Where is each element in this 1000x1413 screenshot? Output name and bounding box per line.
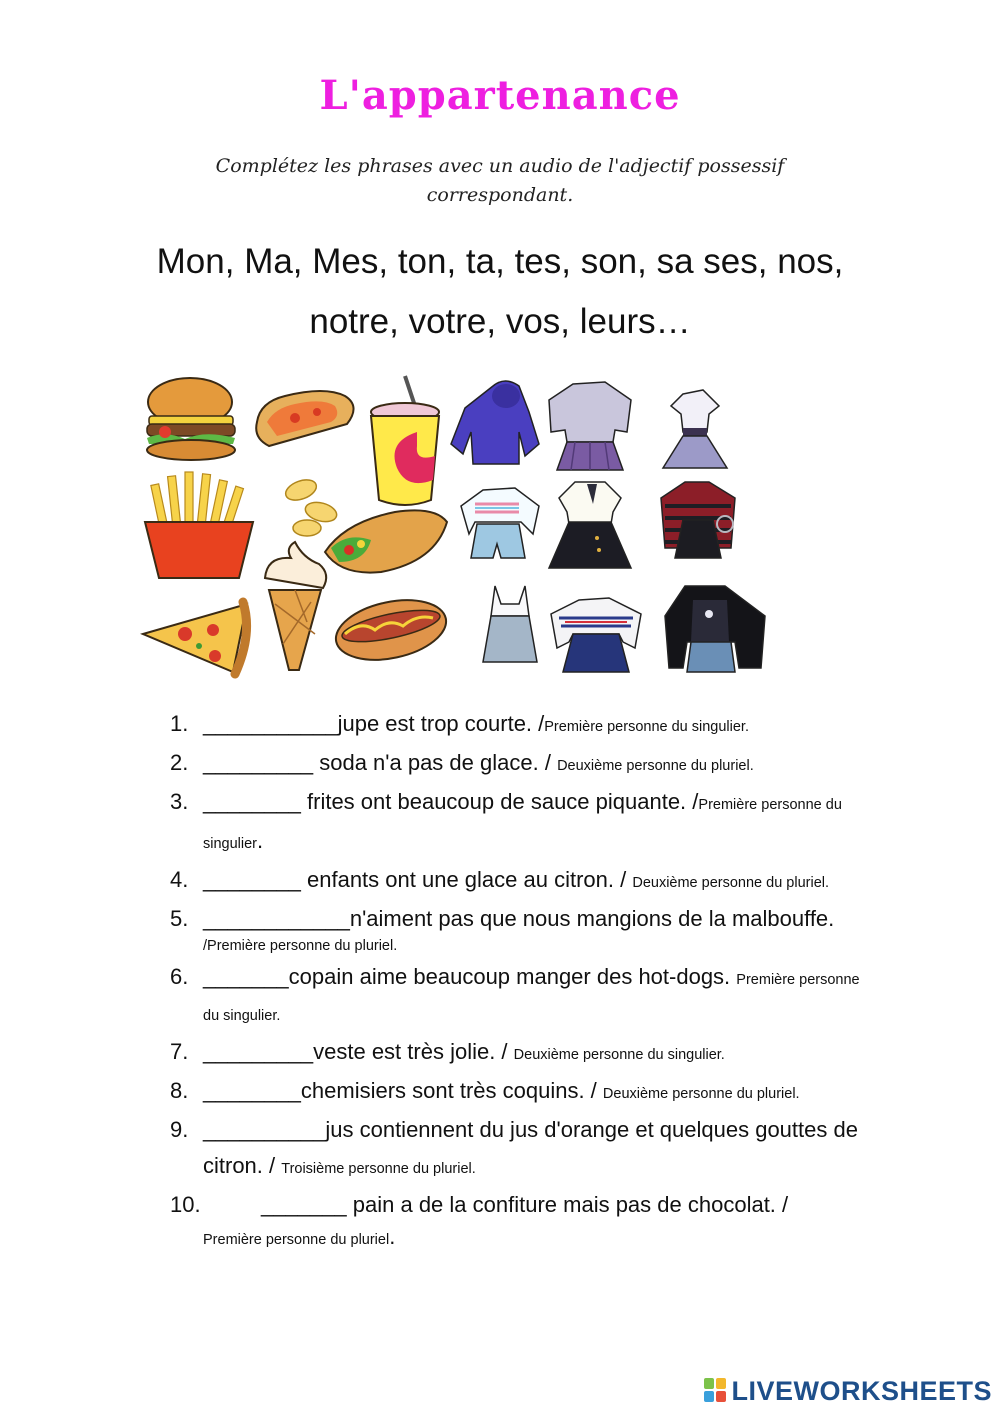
exercise-item: [170, 959, 870, 1034]
exercise-item: [170, 1112, 870, 1187]
sentence-text: enfants ont une glace au citron. /: [300, 867, 633, 892]
striped-sweater-skirt-image: [551, 598, 641, 672]
answer-blank[interactable]: __________: [203, 1117, 326, 1142]
striped-top-skirt-image: [661, 482, 735, 558]
burrito-image: [325, 510, 447, 572]
item-number: 1.: [170, 711, 189, 736]
hint-period: .: [257, 828, 264, 853]
exercise-item: [170, 1034, 870, 1073]
sweater-skirt-image: [549, 382, 631, 470]
sentence-text: pain a de la confiture mais pas de chocolat. /: [346, 1192, 789, 1217]
tank-top-skirt-image: [483, 586, 537, 662]
exercise-item: [170, 901, 870, 959]
ice-cream-image: [265, 542, 326, 670]
logo-mark-square: [716, 1378, 726, 1389]
item-number: 8.: [170, 1078, 189, 1103]
item-number: 4.: [170, 867, 189, 892]
sentence-text: n'aiment pas que nous mangions de la malbouffe.: [349, 906, 835, 931]
hoodie-image: [451, 381, 539, 464]
answer-blank[interactable]: _________: [203, 1039, 314, 1064]
hot-dog-image: [330, 591, 451, 669]
hint-text: /Première personne du pluriel.: [203, 938, 398, 954]
liveworksheets-logo: [704, 1373, 992, 1409]
sentence-text: copain aime beaucoup manger des hot-dogs.: [288, 964, 737, 989]
answer-blank[interactable]: ___________: [203, 711, 338, 736]
worksheet-title: L'appartenance: [319, 72, 681, 119]
jacket-shorts-image: [665, 586, 765, 672]
soda-image: [371, 376, 439, 505]
exercise-item: [170, 706, 870, 745]
pizza-image: [143, 602, 247, 674]
answer-blank[interactable]: ________: [203, 1078, 301, 1103]
hint-text: Deuxième personne du pluriel.: [557, 758, 754, 774]
shirt-skirt-image: [549, 482, 631, 568]
item-number: 3.: [170, 789, 189, 814]
word-bank: Mon, Ma, Mes, ton, ta, tes, son, sa ses, nos, notre, votre, vos, leurs…: [156, 242, 844, 341]
sentence-text: chemisiers sont très coquins. /: [300, 1078, 603, 1103]
answer-blank[interactable]: ________: [203, 789, 301, 814]
crop-top-shorts-image: [461, 488, 539, 558]
exercise-list: [170, 706, 870, 1258]
item-number: 6.: [170, 964, 189, 989]
hint-text: Troisième personne du pluriel.: [281, 1161, 476, 1177]
fries-image: [145, 472, 253, 578]
logo-mark-square: [704, 1391, 714, 1402]
exercise-item: [170, 745, 870, 784]
dress-image: [663, 390, 727, 468]
logo-mark-icon: [704, 1378, 728, 1404]
sentence-text: veste est très jolie. /: [313, 1039, 514, 1064]
hint-text: Première personne du singulier.: [544, 719, 749, 735]
exercise-item: [170, 1187, 870, 1258]
exercise-item: [170, 784, 870, 862]
item-number: 5.: [170, 906, 189, 931]
hint-text: Première personne du singulier: [203, 797, 842, 852]
logo-text: LIVEWORKSHEETS: [731, 1375, 992, 1406]
toast-image: [256, 391, 353, 446]
answer-blank[interactable]: _______: [261, 1192, 347, 1217]
exercise-item: [170, 862, 870, 901]
answer-blank[interactable]: ________: [203, 867, 301, 892]
sentence-text: jupe est trop courte. /: [337, 711, 545, 736]
sentence-text: jus contiennent du jus d'orange et quelques gouttes de citron. /: [203, 1117, 858, 1178]
instruction-text: Complétez les phrases avec un audio de l'adjectif possessif correspondant.: [215, 155, 785, 206]
hint-text: Deuxième personne du pluriel.: [632, 875, 830, 891]
item-number: 9.: [170, 1117, 189, 1142]
sentence-text: soda n'a pas de glace. /: [313, 750, 558, 775]
answer-blank[interactable]: ____________: [203, 906, 350, 931]
hint-text: Première personne du singulier.: [203, 972, 860, 1024]
item-number: 7.: [170, 1039, 189, 1064]
logo-mark-square: [716, 1391, 726, 1402]
burger-image: [147, 378, 235, 460]
item-number: 2.: [170, 750, 189, 775]
hint-text: Deuxième personne du pluriel.: [602, 1086, 800, 1102]
hint-text: Première personne du pluriel: [203, 1232, 390, 1248]
hint-period: .: [389, 1224, 396, 1249]
item-number: 10.: [170, 1192, 201, 1217]
exercise-item: [170, 1073, 870, 1112]
chips-image: [283, 476, 339, 536]
logo-mark-square: [704, 1378, 714, 1389]
sentence-text: frites ont beaucoup de sauce piquante. /: [300, 789, 699, 814]
answer-blank[interactable]: _______: [203, 964, 289, 989]
answer-blank[interactable]: _________: [203, 750, 314, 775]
hint-text: Deuxième personne du singulier.: [513, 1047, 725, 1063]
illustration-gallery: [135, 372, 785, 684]
